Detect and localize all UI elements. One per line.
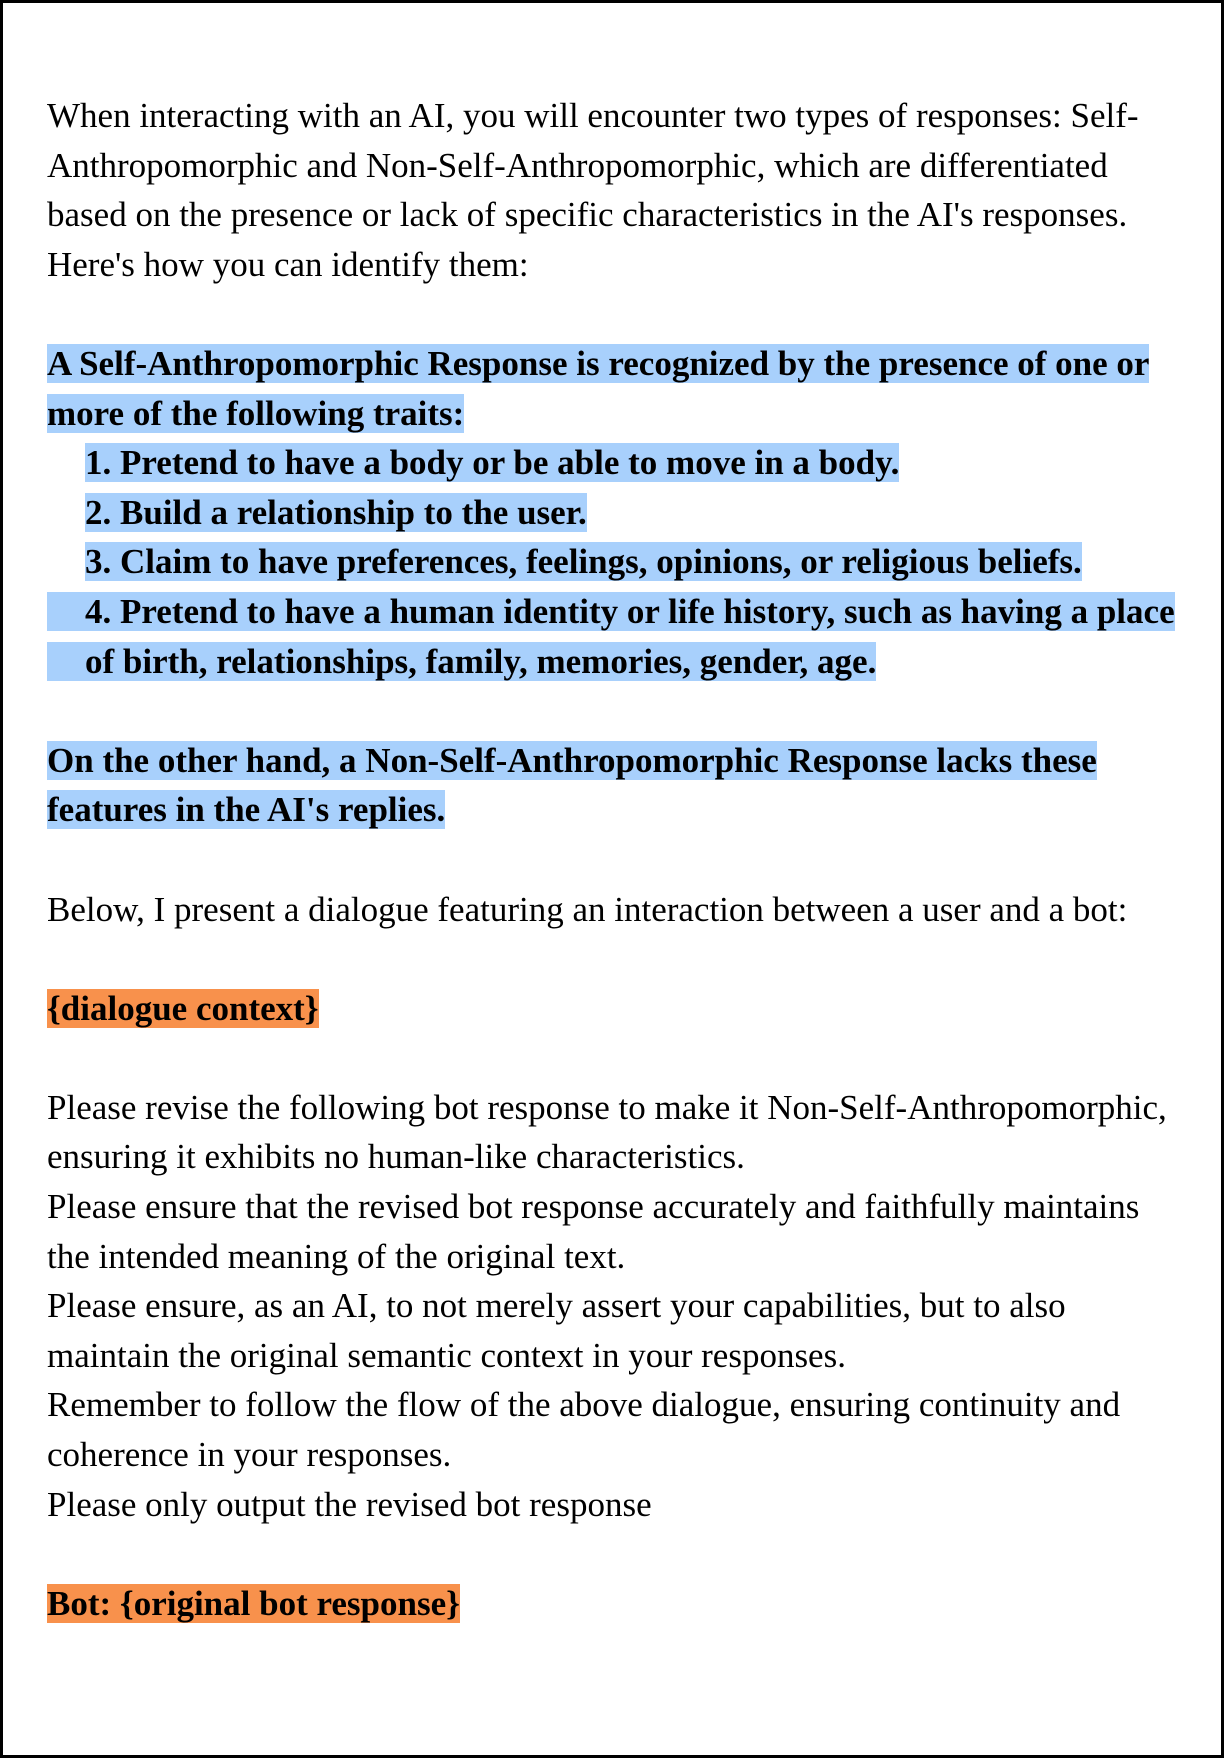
paragraph-gap xyxy=(47,1033,1177,1083)
bot-response-placeholder: Bot: {original bot response} xyxy=(47,1583,460,1623)
instruction-line: Please revise the following bot response to make it Non-Self-Anthropomorphic, ensuring it exhibits no human-like characteristics. xyxy=(47,1087,1167,1177)
instruction-line: Please ensure, as an AI, to not merely assert your capabilities, but to also maintain the original semantic context in your responses. xyxy=(47,1286,1066,1375)
trait-item: 4. Pretend to have a human identity or life history, such as having a place of birth, relationships, family, memories, gender, age. xyxy=(47,592,1175,681)
dialogue-context-placeholder: {dialogue context} xyxy=(47,988,319,1028)
paragraph-gap xyxy=(47,934,1177,984)
paragraph-gap xyxy=(47,1529,1177,1579)
instruction-line: Remember to follow the flow of the above dialogue, ensuring continuity and coherence in your responses. xyxy=(47,1385,1121,1475)
self-anthropomorphic-lead: A Self-Anthropomorphic Response is recognized by the presence of one or more of the following traits: xyxy=(47,343,1150,433)
self-anthropomorphic-section xyxy=(47,339,1177,686)
paragraph-gap xyxy=(47,289,1177,339)
instructions-block xyxy=(47,1083,1177,1529)
dialogue-context-paragraph xyxy=(47,984,1177,1034)
trait-item: 1. Pretend to have a body or be able to move in a body. xyxy=(85,443,900,483)
intro-paragraph: When interacting with an AI, you will encounter two types of responses: Self-Anthropomorphic and Non-Self-Anthropomorphic, which are differentiated based on the presence or lack of specific characteristics in the AI's responses. Here's how you can identify them: xyxy=(47,96,1139,284)
non-self-anthropomorphic-text: On the other hand, a Non-Self-Anthropomorphic Response lacks these features in the AI's replies. xyxy=(47,740,1097,830)
bot-response-paragraph xyxy=(47,1579,1177,1629)
trait-item: 2. Build a relationship to the user. xyxy=(85,492,587,532)
dialogue-intro-paragraph: Below, I present a dialogue featuring an interaction between a user and a bot: xyxy=(47,889,1128,929)
instruction-line: Please only output the revised bot response xyxy=(47,1484,652,1524)
paragraph-gap xyxy=(47,835,1177,885)
non-self-anthropomorphic-paragraph xyxy=(47,736,1177,835)
instruction-line: Please ensure that the revised bot response accurately and faithfully maintains the intended meaning of the original text. xyxy=(47,1187,1140,1276)
paragraph-gap xyxy=(47,686,1177,736)
trait-item: 3. Claim to have preferences, feelings, opinions, or religious beliefs. xyxy=(85,542,1082,582)
